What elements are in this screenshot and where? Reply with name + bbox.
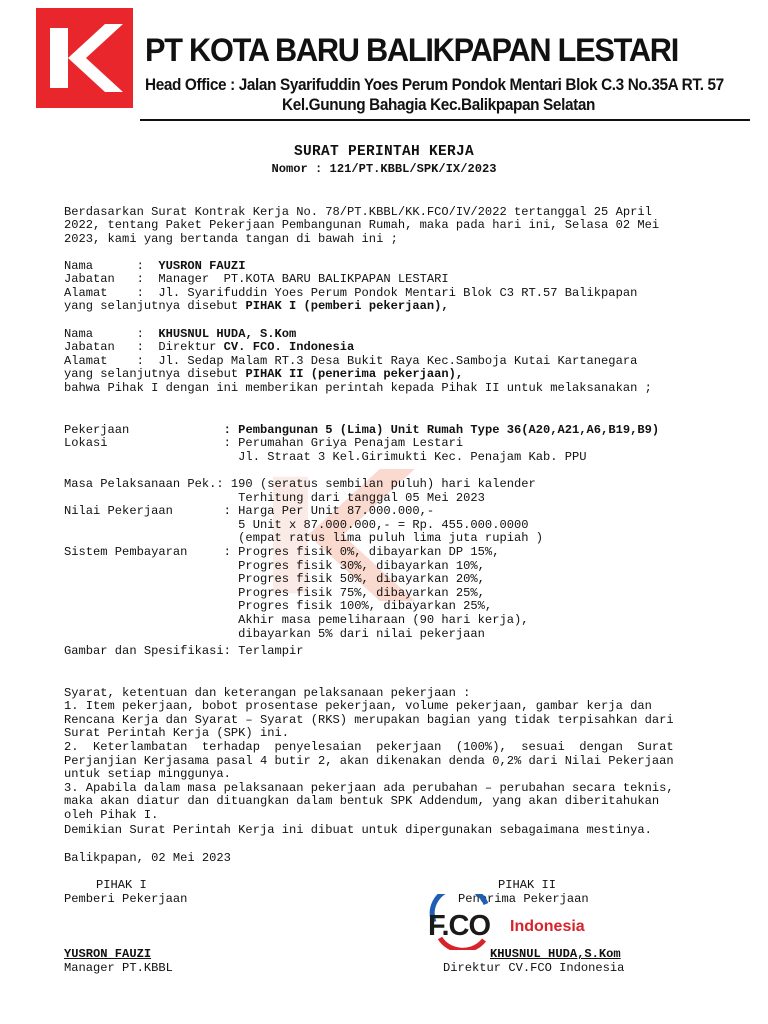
terms-line: oleh Pihak I.: [64, 807, 159, 822]
left-signature-role: Pemberi Pekerjaan: [64, 892, 188, 906]
terms-line: 3. Apabila dalam masa pelaksanaan pekerjaan ada perubahan – perubahan secara teknis,: [64, 780, 674, 795]
intro-paragraph: [64, 192, 659, 246]
party-2-role: PIHAK II (penerima pekerjaan),: [245, 367, 464, 382]
document-title: SURAT PERINTAH KERJA: [293, 144, 475, 160]
party-1-block: [64, 246, 637, 314]
left-signatory-position: Manager PT.KBBL: [64, 961, 173, 975]
party-1-role-prefix: yang selanjutnya disebut: [64, 299, 246, 314]
nilai-line: (empat ratus lima puluh lima juta rupiah ): [64, 531, 543, 546]
sistem-line: Progres fisik 100%, dibayarkan 25%,: [64, 599, 493, 614]
document-number: Nomor : 121/PT.KBBL/SPK/IX/2023: [271, 162, 497, 176]
party-2-position-prefix: Jabatan : Direktur: [64, 340, 224, 355]
company-logo: [33, 6, 136, 110]
terms-line: Rencana Kerja dan Syarat – Syarat (RKS) merupakan bagian yang tidak terpisahkan dari: [64, 712, 674, 727]
fco-country: Indonesia: [510, 918, 585, 935]
terms-line: Perjanjian Kerjasama pasal 4 butir 2, akan dikenakan denda 0,2% dari Nilai Pekerjaan: [64, 753, 674, 768]
right-signatory-position: Direktur CV.FCO Indonesia: [443, 961, 625, 975]
party-2-name-label: Nama :: [64, 326, 159, 341]
nilai-line: 5 Unit x 87.000.000,- = Rp. 455.000.0000: [64, 517, 529, 532]
sistem-line: Akhir masa pemeliharaan (90 hari kerja),: [64, 612, 529, 627]
pekerjaan-value: : Pembangunan 5 (Lima) Unit Rumah Type 36(A20,A21,A6,B19,B9): [223, 422, 660, 437]
intro-line: Berdasarkan Surat Kontrak Kerja No. 78/PT.KBBL/KK.FCO/IV/2022 tertanggal 25 April: [64, 204, 652, 219]
right-signature-role: Penerima Pekerjaan: [458, 892, 589, 906]
sistem-line: Progres fisik 50%, dibayarkan 20%,: [64, 572, 485, 587]
sistem-line: Progres fisik 75%, dibayarkan 25%,: [64, 585, 485, 600]
party-1-role: PIHAK I (pemberi pekerjaan),: [245, 299, 449, 314]
terms-line: 2. Keterlambatan terhadap penyelesaian pekerjaan (100%), sesuai dengan Surat: [64, 739, 674, 754]
lokasi-line: Lokasi : Perumahan Griya Penajam Lestari: [64, 436, 464, 451]
terms-line: maka akan diatur dan dituangkan dalam bentuk SPK Addendum, yang akan diberitahukan: [64, 794, 660, 809]
fco-brand: F.CO: [428, 910, 491, 942]
sistem-line: dibayarkan 5% dari nilai pekerjaan: [64, 626, 485, 641]
header-divider: [140, 119, 750, 121]
address-line-2: Kel.Gunung Bahagia Kec.Balikpapan Selatan: [282, 96, 596, 114]
pekerjaan-label: Pekerjaan: [64, 422, 224, 437]
party-1-name-label: Nama :: [64, 258, 159, 273]
intro-line: 2022, tentang Paket Pekerjaan Pembangunan Rumah, maka pada hari ini, Selasa 02 Mei: [64, 218, 660, 233]
terms-line: untuk setiap minggunya.: [64, 767, 231, 782]
lokasi-line: Jl. Straat 3 Kel.Girimukti Kec. Penajam Kab. PPU: [64, 449, 587, 464]
party-2-address: Alamat : Jl. Sedap Malam RT.3 Desa Bukit Raya Kec.Samboja Kutai Kartanegara: [64, 353, 638, 368]
party-1-address: Alamat : Jl. Syarifuddin Yoes Perum Pondok Mentari Blok C3 RT.57 Balikpapan: [64, 285, 638, 300]
masa-line: Terhitung dari tanggal 05 Mei 2023: [64, 490, 485, 505]
work-details: [64, 410, 659, 641]
statement: bahwa Pihak I dengan ini memberikan perintah kepada Pihak II untuk melaksanakan ;: [64, 381, 652, 395]
sistem-line: Sistem Pembayaran : Progres fisik 0%, dibayarkan DP 15%,: [64, 544, 500, 559]
pekerjaan-row: [64, 424, 659, 438]
party-2-company: CV. FCO. Indonesia: [223, 340, 355, 355]
place-date: Balikpapan, 02 Mei 2023: [64, 851, 231, 865]
party-2-name: KHUSNUL HUDA, S.Kom: [158, 326, 297, 341]
party-1-role-row: [64, 300, 637, 314]
party-2-name-row: [64, 328, 637, 342]
intro-line: 2023, kami yang bertanda tangan di bawah ini ;: [64, 231, 398, 246]
right-signature-title: PIHAK II: [498, 878, 557, 892]
sistem-line: Progres fisik 30%, dibayarkan 10%,: [64, 558, 485, 573]
terms-line: Surat Perintah Kerja (SPK) ini.: [64, 726, 289, 741]
party-1-position: Jabatan : Manager PT.KOTA BARU BALIKPAPAN LESTARI: [64, 272, 449, 287]
masa-line: Masa Pelaksanaan Pek.: 190 (seratus sembilan puluh) hari kalender: [64, 476, 536, 491]
party-2-block: [64, 314, 637, 382]
party-1-name: YUSRON FAUZI: [158, 258, 246, 273]
left-signature-title: PIHAK I: [96, 878, 147, 892]
company-name: PT KOTA BARU BALIKPAPAN LESTARI: [145, 32, 679, 68]
terms-line: Syarat, ketentuan dan keterangan pelaksanaan pekerjaan :: [64, 685, 471, 700]
left-signatory-name: YUSRON FAUZI: [64, 947, 152, 961]
right-signatory-name: KHUSNUL HUDA,S.Kom: [490, 947, 621, 961]
gambar-spesifikasi: Gambar dan Spesifikasi: Terlampir: [64, 644, 304, 658]
closing-statement: Demikian Surat Perintah Kerja ini dibuat untuk dipergunakan sebagaimana mestinya.: [64, 823, 652, 837]
party-2-role-row: [64, 368, 637, 382]
party-2-position-row: [64, 341, 637, 355]
party-1-name-row: [64, 260, 637, 274]
party-2-role-prefix: yang selanjutnya disebut: [64, 367, 246, 382]
address-line-1: Head Office : Jalan Syarifuddin Yoes Perum Pondok Mentari Blok C.3 No.35A RT. 57: [145, 76, 724, 94]
terms-block: [64, 673, 674, 823]
terms-line: 1. Item pekerjaan, bobot prosentase pekerjaan, volume pekerjaan, gambar kerja dan: [64, 699, 652, 714]
nilai-line: Nilai Pekerjaan : Harga Per Unit 87.000.000,-: [64, 504, 435, 519]
fco-stamp: [426, 894, 585, 950]
